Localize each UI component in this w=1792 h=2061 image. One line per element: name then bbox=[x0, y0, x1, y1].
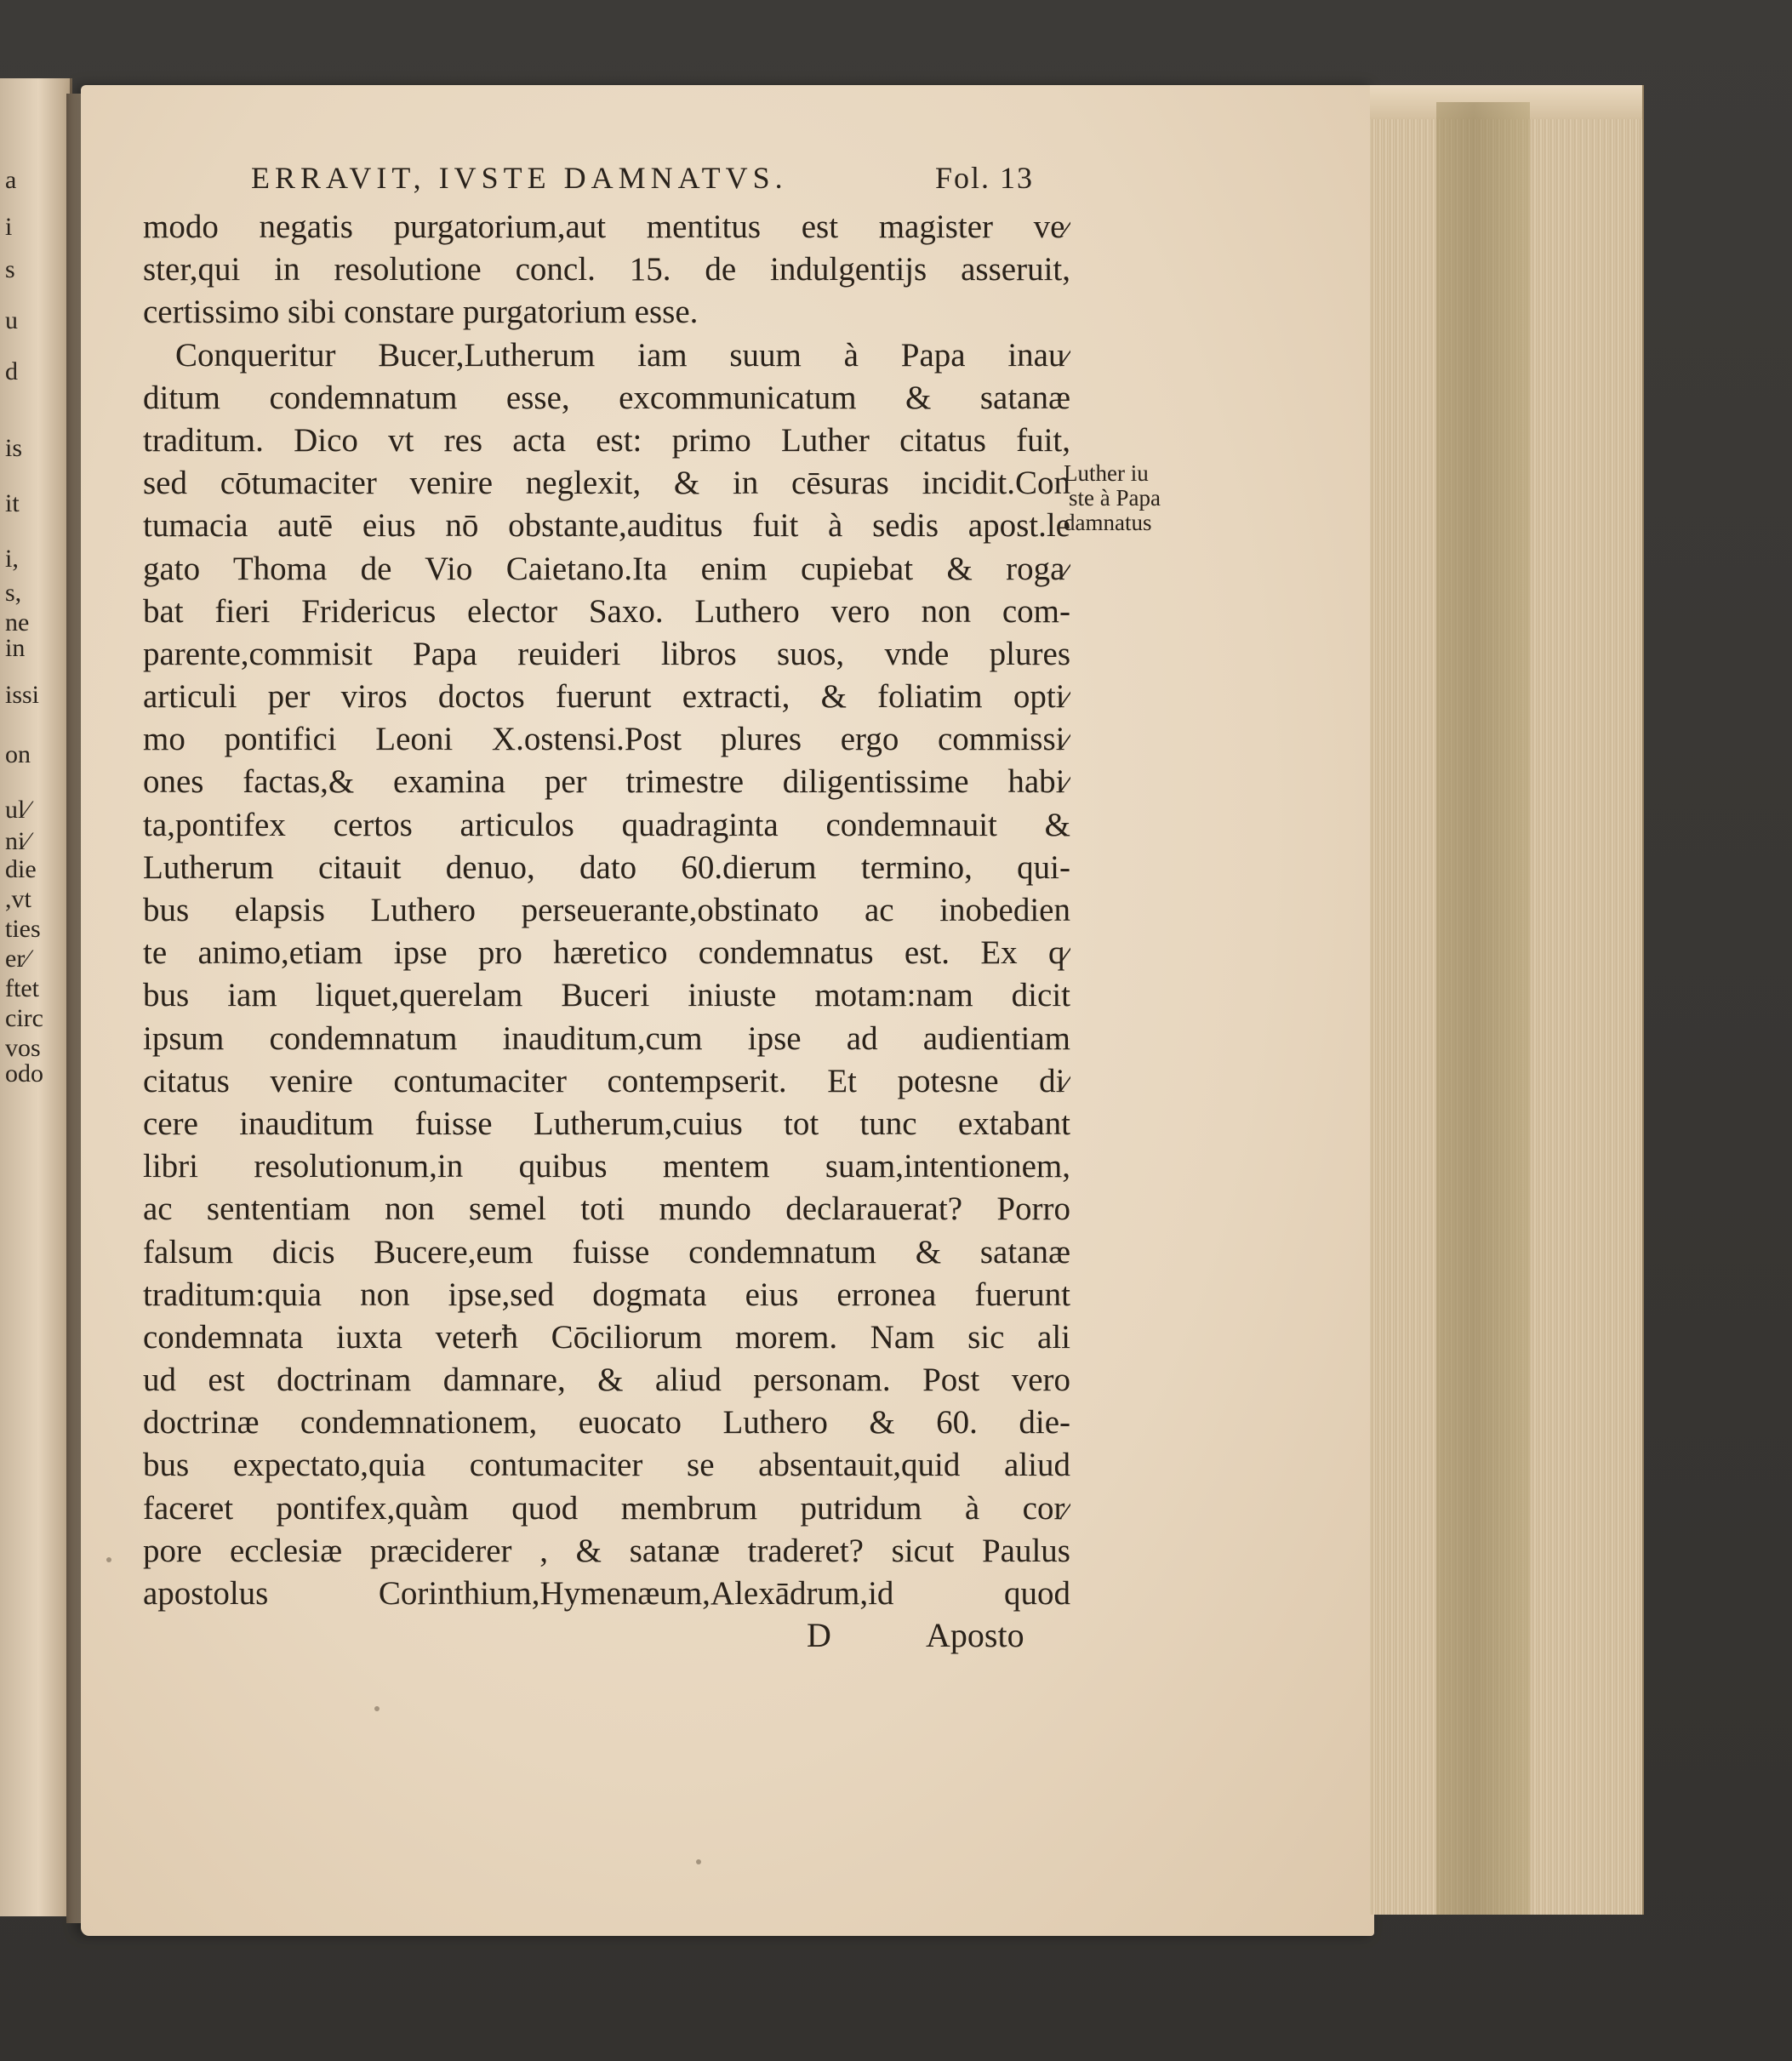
left-page-fragment: vos bbox=[5, 1034, 41, 1062]
text-line: falsum dicis Bucere,eum fuisse condemnatum & satanæ bbox=[143, 1233, 1070, 1270]
text-line: parente,commisit Papa reuideri libros suos, vnde plures bbox=[143, 635, 1070, 672]
left-page-fragment: a bbox=[5, 166, 17, 194]
text-line: gato Thoma de Vio Caietano.Ita enim cupiebat & roga⁄ bbox=[143, 550, 1070, 587]
left-page-fragment: die bbox=[5, 855, 37, 883]
body-text bbox=[143, 206, 1070, 1615]
text-line: bus elapsis Luthero perseuerante,obstinato ac inobedien bbox=[143, 892, 1070, 928]
text-line: certissimo sibi constare purgatorium esse. bbox=[143, 294, 699, 331]
text-line: doctrinæ condemnationem, euocato Luthero & 60. die- bbox=[143, 1404, 1070, 1442]
left-page-fragment: s, bbox=[5, 579, 22, 607]
signature-mark: D bbox=[807, 1616, 831, 1654]
text-line: mo pontifici Leoni X.ostensi.Post plures ergo commissi⁄ bbox=[143, 721, 1070, 758]
catchword: Aposto bbox=[926, 1616, 1024, 1654]
left-page-fragment: u bbox=[5, 306, 18, 334]
text-line: te animo,etiam ipse pro hæretico condemnatus est. Ex q⁄ bbox=[143, 934, 1070, 972]
text-line: Lutherum citauit denuo, dato 60.dierum termino, qui- bbox=[143, 848, 1070, 886]
folio-number: Fol. 13 bbox=[934, 161, 1034, 195]
text-line: condemnata iuxta veterħ Cōciliorum morem. Nam sic ali bbox=[143, 1318, 1070, 1356]
text-line: apostolus Corinthium,Hymenæum,Alexādrum,id quod bbox=[143, 1575, 1070, 1612]
left-page-fragment: ne bbox=[5, 608, 30, 637]
left-page-fragment: circ bbox=[5, 1004, 43, 1032]
left-page-fragment: in bbox=[5, 634, 26, 662]
left-page-fragment: ,vt bbox=[5, 885, 31, 913]
running-head bbox=[251, 160, 1059, 198]
text-line: modo negatis purgatorium,aut mentitus est magister ve⁄ bbox=[143, 208, 1070, 245]
left-page-fragment: odo bbox=[5, 1059, 43, 1088]
text-line: Conqueritur Bucer,Lutherum iam suum à Papa inau⁄ bbox=[175, 336, 1070, 374]
paper-speck bbox=[106, 1557, 111, 1562]
text-line: ud est doctrinam damnare, & aliud personam. Post vero bbox=[143, 1362, 1070, 1399]
text-line: tumacia autē eius nō obstante,auditus fuit à sedis apost.le bbox=[143, 507, 1070, 545]
text-line: pore ecclesiæ præciderer , & satanæ traderet? sicut Paulus bbox=[143, 1532, 1070, 1569]
left-page-fragment: i bbox=[5, 213, 13, 241]
left-page-fragment: ul⁄ bbox=[5, 796, 30, 824]
left-page-fragment: d bbox=[5, 357, 18, 385]
text-line: faceret pontifex,quàm quod membrum putridum à cor⁄ bbox=[143, 1489, 1070, 1527]
marginal-note-line: damnatus bbox=[1064, 510, 1152, 535]
left-page-fragment: ftet bbox=[5, 974, 39, 1002]
marginal-note-line: Luther iu bbox=[1064, 460, 1149, 486]
text-line: ster,qui in resolutione concl. 15. de indulgentijs asseruit, bbox=[143, 251, 1070, 288]
left-page-fragment: ni⁄ bbox=[5, 827, 30, 855]
text-line: traditum:quia non ipse,sed dogmata eius erronea fuerunt bbox=[143, 1276, 1070, 1313]
marginal-note bbox=[1064, 461, 1191, 535]
left-page-fragment: ties bbox=[5, 915, 41, 943]
running-title: ERRAVIT, IVSTE DAMNATVS. bbox=[251, 161, 788, 195]
left-page-fragment: er⁄ bbox=[5, 945, 30, 973]
left-page-fragment: on bbox=[5, 740, 31, 768]
left-page-fragment: it bbox=[5, 489, 20, 517]
left-page-fragment: issi bbox=[5, 681, 40, 709]
text-line: ditum condemnatum esse, excommunicatum & satanæ bbox=[143, 379, 1070, 416]
left-page-fragment: is bbox=[5, 434, 23, 462]
paper-speck bbox=[696, 1859, 701, 1864]
text-line: ones factas,& examina per trimestre diligentissime habi⁄ bbox=[143, 763, 1070, 801]
page-edge-tone bbox=[1436, 102, 1530, 1915]
left-page-fragment: s bbox=[5, 255, 15, 283]
text-line: citatus venire contumaciter contempserit. Et potesne di⁄ bbox=[143, 1062, 1070, 1099]
text-line: ipsum condemnatum inauditum,cum ipse ad audientiam bbox=[143, 1019, 1070, 1057]
signature-line bbox=[143, 1615, 1070, 1659]
left-page-verso bbox=[0, 78, 72, 1916]
text-line: bat fieri Fridericus elector Saxo. Luthero vero non com- bbox=[143, 592, 1070, 630]
text-line: sed cōtumaciter venire neglexit, & in cēsuras incidit.Con bbox=[143, 465, 1070, 502]
text-line: bus iam liquet,querelam Buceri iniuste motam:nam dicit bbox=[143, 977, 1070, 1014]
marginal-note-line: ste à Papa bbox=[1069, 485, 1161, 511]
text-line: ta,pontifex certos articulos quadraginta condemnauit & bbox=[143, 806, 1070, 843]
text-line: traditum. Dico vt res acta est: primo Luther citatus fuit, bbox=[143, 421, 1070, 459]
text-line: ac sententiam non semel toti mundo declarauerat? Porro bbox=[143, 1190, 1070, 1228]
text-line: cere inauditum fuisse Lutherum,cuius tot tunc extabant bbox=[143, 1105, 1070, 1142]
left-page-fragment: i, bbox=[5, 545, 19, 573]
paper-speck bbox=[374, 1706, 380, 1711]
text-line: bus expectato,quia contumaciter se absentauit,quid aliud bbox=[143, 1447, 1070, 1484]
text-line: libri resolutionum,in quibus mentem suam,intentionem, bbox=[143, 1148, 1070, 1185]
text-line: articuli per viros doctos fuerunt extracti, & foliatim opti⁄ bbox=[143, 678, 1070, 716]
